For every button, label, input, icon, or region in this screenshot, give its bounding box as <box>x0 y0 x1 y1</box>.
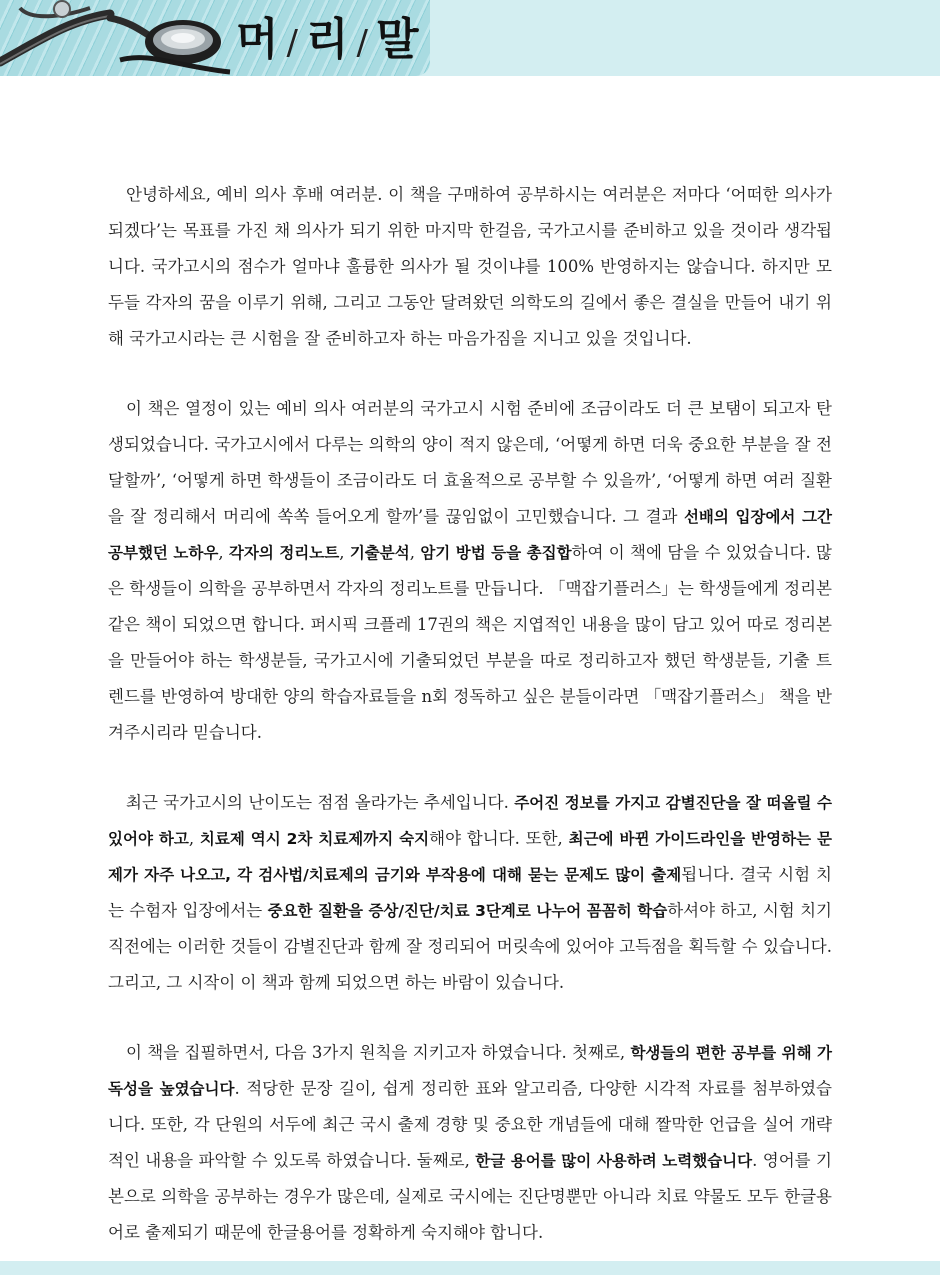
page-title <box>236 10 420 70</box>
title-separator-1: / <box>286 23 300 63</box>
paragraph-text: , <box>409 543 421 562</box>
preface-paragraph <box>108 1035 832 1251</box>
paragraph-text: . 영어를 기본으로 의학을 공부하는 경우가 많은데, 실제로 국시에는 진단명뿐만 아니라 치료 약물도 모두 한글용어로 출제되기 때문에 한글용어를 정확하게 숙지해야 합니다. <box>108 1151 832 1242</box>
paragraph-text: , <box>339 543 350 562</box>
emphasis-text: 주어진 정보를 가지고 감별진단을 잘 떠올릴 수 있어야 하고 <box>108 794 832 848</box>
paragraph-text: , <box>188 829 200 848</box>
preface-paragraph <box>108 785 832 1001</box>
stethoscope-icon <box>0 0 240 76</box>
emphasis-text: 암기 방법 등을 총집합 <box>420 544 572 562</box>
paragraph-text: 해야 합니다. 또한, <box>429 829 569 848</box>
emphasis-text: 최근에 바뀐 가이드라인을 반영하는 문제가 자주 나오고, 각 검사법/치료제의 금기와 부작용에 대해 묻는 문제도 많이 출제 <box>108 830 832 884</box>
paragraph-text: 됩니다. 결국 시험 치는 수험자 입장에서는 <box>108 865 832 920</box>
paragraph-text: , <box>218 543 229 562</box>
paragraph-text: . 적당한 문장 길이, 쉽게 정리한 표와 알고리즘, 다양한 시각적 자료를 첨부하였습니다. 또한, 각 단원의 서두에 최근 국시 출제 경향 및 중요한 개념들에 대해 짤막한 언급을 실어 개략적인 내용을 파악할 수 있도록 하였습니다. 둘째로, <box>108 1079 832 1170</box>
paragraph-text: 이 책을 집필하면서, 다음 3가지 원칙을 지키고자 하였습니다. 첫째로, <box>126 1043 631 1062</box>
paragraph-text: 하셔야 하고, 시험 치기 직전에는 이러한 것들이 감별진단과 함께 잘 정리되어 머릿속에 있어야 고득점을 획득할 수 있습니다. 그리고, 그 시작이 이 책과 함께 되었으면 하는 바람이 있습니다. <box>108 901 832 992</box>
footer-band <box>0 1261 940 1275</box>
emphasis-text: 치료제 역시 2차 치료제까지 숙지 <box>199 830 430 848</box>
paragraph-text: 안녕하세요, 예비 의사 후배 여러분. 이 책을 구매하여 공부하시는 여러분은 저마다 ‘어떠한 의사가 되겠다’는 목표를 가진 채 의사가 되기 위한 마지막 한걸음, 국가고시를 준비하고 있을 것이라 생각됩니다. 국가고시의 점수가 얼마냐 훌륭한 의사가 될 것이냐를 100% 반영하지는 않습니다. 하지만 모두들 각자의 꿈을 이루기 위해, 그리고 그동안 달려왔던 의학도의 길에서 좋은 결실을 만들어 내기 위해 국가고시라는 큰 시험을 잘 준비하고자 하는 마음가짐을 지니고 있을 것입니다. <box>108 185 832 348</box>
paragraph-text: 하여 이 책에 담을 수 있었습니다. 많은 학생들이 의학을 공부하면서 각자의 정리노트를 만듭니다. 「맥잡기플러스」는 학생들에게 정리본같은 책이 되었으면 합니다. 퍼시픽 크플레 17권의 책은 지엽적인 내용을 많이 담고 있어 따로 정리본을 만들어야 하는 학생분들, 국가고시에 기출되었던 부분을 따로 정리하고자 했던 학생분들, 기출 트렌드를 반영하여 방대한 양의 학습자료들을 n회 정독하고 싶은 분들이라면 「맥잡기플러스」 책을 반겨주시리라 믿습니다. <box>108 543 832 742</box>
title-char-2: 리 <box>305 14 351 65</box>
emphasis-text: 한글 용어를 많이 사용하려 노력했습니다 <box>475 1152 753 1170</box>
title-char-3: 말 <box>375 14 421 65</box>
title-separator-2: / <box>356 23 370 63</box>
emphasis-text: 각자의 정리노트 <box>228 544 340 562</box>
preface-body <box>108 177 832 1285</box>
emphasis-text: 선배의 입장에서 그간 공부했던 노하우 <box>108 508 832 562</box>
emphasis-text: 기출분석 <box>349 544 410 562</box>
paragraph-text: 최근 국가고시의 난이도는 점점 올라가는 추세입니다. <box>126 793 515 812</box>
preface-paragraph <box>108 391 832 751</box>
title-char-1: 머 <box>236 14 281 65</box>
preface-paragraph <box>108 177 832 357</box>
paragraph-text: 이 책은 열정이 있는 예비 의사 여러분의 국가고시 시험 준비에 조금이라도 더 큰 보탬이 되고자 탄생되었습니다. 국가고시에서 다루는 의학의 양이 적지 않은데, ‘어떻게 하면 더욱 중요한 부분을 잘 전달할까’, ‘어떻게 하면 학생들이 조금이라도 더 효율적으로 공부할 수 있을까’, ‘어떻게 하면 여러 질환을 잘 정리해서 머리에 쏙쏙 들어오게 할까’를 끊임없이 고민했습니다. 그 결과 <box>108 399 832 526</box>
emphasis-text: 학생들의 편한 공부를 위해 가독성을 높였습니다 <box>108 1044 833 1098</box>
emphasis-text: 중요한 질환을 증상/진단/치료 3단계로 나누어 꼼꼼히 학습 <box>267 902 668 920</box>
